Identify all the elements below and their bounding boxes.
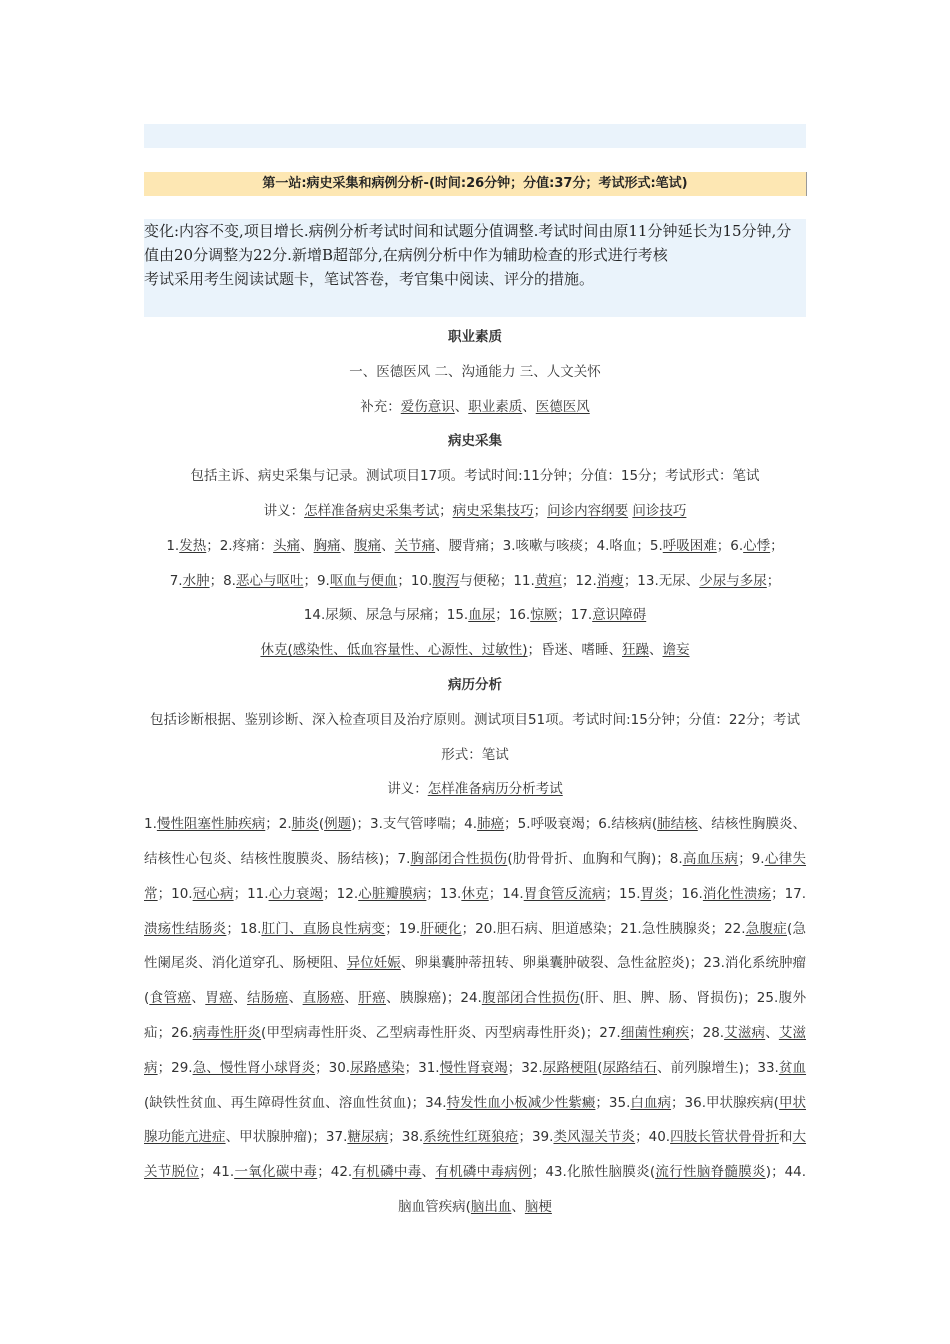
- text-run: ；6.: [716, 537, 744, 554]
- link-emaciation[interactable]: 消瘦: [596, 572, 624, 589]
- text-run: 、: [511, 1198, 525, 1215]
- symptom-list: [144, 529, 806, 668]
- text-run: 和: [778, 1129, 793, 1146]
- link-chest-injury[interactable]: 胸部闭合性损伤: [410, 850, 508, 867]
- link-valvular[interactable]: 心脏瓣膜病: [358, 885, 427, 902]
- link-liver-cancer[interactable]: 肝癌: [358, 990, 386, 1007]
- link-gastric-cancer[interactable]: 胃癌: [205, 990, 234, 1007]
- link-colon-cancer[interactable]: 结肠癌: [246, 990, 289, 1007]
- history-desc: 包括主诉、病史采集与记录。测试项目17项。考试时间:11分钟；分值：15分；考试形式：笔试: [190, 468, 760, 485]
- link-acute-abdomen[interactable]: 急腹症: [745, 920, 787, 937]
- text-run: (缺铁性贫血、再生障碍性贫血、溶血性贫血)；34.: [144, 1094, 447, 1111]
- text-run: ；15.: [605, 885, 641, 902]
- link-joint-pain[interactable]: 关节痛: [394, 537, 436, 554]
- text-run: 、: [344, 990, 359, 1007]
- link-cerebral-infarction[interactable]: 脑梗: [524, 1198, 552, 1215]
- link-ra[interactable]: 类风湿关节炎: [553, 1129, 636, 1146]
- text-run: 、: [340, 537, 355, 554]
- link-abdominal-injury[interactable]: 腹部闭合性损伤: [481, 990, 580, 1007]
- text-run: (急性阑尾炎、消化道穿孔、肠梗阻、: [144, 920, 807, 972]
- text-run: 、: [421, 1164, 436, 1181]
- text-run: ；2.: [265, 816, 292, 833]
- text-run: 、: [300, 537, 314, 554]
- link-op-poisoning-case[interactable]: 有机磷中毒病例: [435, 1164, 532, 1181]
- link-op-poisoning[interactable]: 有机磷中毒: [352, 1164, 422, 1181]
- link-palpitation[interactable]: 心悸: [743, 537, 771, 554]
- history-lecture-line: 讲义：怎样准备病史采集考试；病史采集技巧；问诊内容纲要 问诊技巧: [263, 502, 687, 519]
- text-run: ；16.: [667, 885, 703, 902]
- link-copd[interactable]: 慢性阻塞性肺疾病: [156, 816, 266, 833]
- text-run: ；42.: [317, 1164, 353, 1181]
- section-title-history: 病史采集: [448, 433, 502, 450]
- link-medical-ethics[interactable]: 医德医风: [535, 398, 590, 415]
- text-run: ；12.: [561, 572, 597, 589]
- link-shock[interactable]: 休克: [461, 885, 489, 902]
- text-run: )；3.支气管哮喘；4.: [351, 816, 478, 833]
- text-run: ；: [766, 572, 781, 589]
- section-title-case-analysis: 病历分析: [448, 676, 502, 693]
- text-run: ；19.: [385, 920, 421, 937]
- text-run: (: [597, 1059, 603, 1076]
- link-cirrhosis[interactable]: 肝硬化: [420, 920, 462, 937]
- text-run: 14.尿频、尿急与尿痛；15.: [303, 607, 469, 624]
- text-run: )；44.脑血管疾病(: [398, 1164, 807, 1215]
- link-hyperthyroidism[interactable]: 甲状腺功能亢进症: [144, 1094, 807, 1146]
- text-run: ；31.: [404, 1059, 440, 1076]
- text-run: (肝、胆、脾、肠、肾损伤)；25.腹外疝；26.: [144, 990, 807, 1041]
- text-run: ；: [770, 537, 784, 554]
- text-run: ；昏迷、嗜睡、: [527, 642, 623, 659]
- link-pneumonia[interactable]: 肺炎: [291, 816, 319, 833]
- section-title-professional: 职业素质: [448, 329, 502, 345]
- text-run: ；17.: [557, 607, 593, 624]
- link-pulmonary-tb[interactable]: 肺结核: [657, 816, 698, 833]
- text-run: 、结核性胸膜炎、结核性心包炎、结核性腹膜炎、肠结核)；7.: [144, 816, 807, 867]
- link-prepare-case[interactable]: 怎样准备病历分析考试: [427, 781, 563, 798]
- link-arrhythmia[interactable]: 心律失常: [144, 850, 807, 902]
- link-cerebral-hemorrhage[interactable]: 脑出血: [470, 1198, 512, 1215]
- link-diabetes[interactable]: 糖尿病: [347, 1129, 389, 1146]
- link-uti[interactable]: 尿路感染: [350, 1059, 405, 1076]
- link-viral-hepatitis[interactable]: 病毒性肝炎: [192, 1024, 262, 1041]
- text-run: ；14.: [488, 885, 524, 902]
- link-long-bone-fracture[interactable]: 四肢长管状骨骨折: [670, 1129, 779, 1146]
- text-run: ；41.: [199, 1164, 235, 1181]
- text-run: 1.: [166, 537, 180, 554]
- text-run: 、前列腺增生)；33.: [657, 1059, 779, 1076]
- text-run: 、: [765, 1024, 779, 1041]
- link-joint-dislocation[interactable]: 大关节脱位: [144, 1129, 807, 1181]
- text-run: (: [318, 816, 325, 833]
- case-lecture-line: [144, 772, 806, 807]
- change-notice: [144, 219, 806, 317]
- disease-list: [144, 807, 806, 1225]
- link-headache[interactable]: 头痛: [273, 537, 301, 554]
- link-co-poisoning[interactable]: 一氧化碳中毒: [234, 1164, 318, 1181]
- text-run: ；18.: [226, 920, 262, 937]
- link-jaundice[interactable]: 黄疸: [534, 572, 562, 589]
- link-professional-quality[interactable]: 职业素质: [468, 398, 523, 415]
- link-peptic-ulcer[interactable]: 消化性溃疡: [702, 885, 772, 902]
- text-run: ；39.: [518, 1129, 554, 1146]
- link-hematuria[interactable]: 血尿: [468, 607, 496, 624]
- text-run: ；35.: [595, 1094, 631, 1111]
- text-run: ；29.: [157, 1059, 193, 1076]
- text-run: 7.: [169, 572, 183, 589]
- text-run: 、腰背痛；3.咳嗽与咳痰；4.咯血；5.: [435, 537, 663, 554]
- professional-items: 一、医德医风 二、沟通能力 三、人文关怀: [349, 363, 601, 380]
- text-run: ；20.胆石病、胆道感染；21.急性胰腺炎；22.: [461, 920, 746, 937]
- link-care-awareness[interactable]: 爱伤意识: [400, 398, 455, 415]
- link-oliguria[interactable]: 少尿与多尿: [699, 572, 767, 589]
- link-esophageal-cancer[interactable]: 食管癌: [149, 990, 192, 1007]
- link-rectal-cancer[interactable]: 直肠癌: [302, 990, 345, 1007]
- link-prepare-history[interactable]: 怎样准备病史采集考试: [304, 502, 440, 519]
- text-run: ；9.: [738, 850, 765, 867]
- text-run: 、: [381, 537, 395, 554]
- link-sle[interactable]: 系统性红斑狼疮: [423, 1129, 519, 1146]
- text-run: ；12.: [323, 885, 359, 902]
- text-run: 、卵巢囊肿蒂扭转、卵巢囊肿破裂、急性盆腔炎)；23.消化系统肿瘤(: [144, 955, 807, 1007]
- link-history-skills[interactable]: 病史采集技巧: [452, 502, 534, 519]
- link-delirium[interactable]: 谵妄: [662, 642, 690, 659]
- text-run: ；40.: [635, 1129, 671, 1146]
- text-run: 、: [288, 990, 303, 1007]
- text-run: 1.: [144, 816, 157, 833]
- link-fever[interactable]: 发热: [179, 537, 207, 554]
- change-text: 变化:内容不变,项目增长.病例分析考试时间和试题分值调整.考试时间由原11分钟延长为15分钟,分值由20分调整为22分.新增B超部分,在病例分析中作为辅助检查的形式进行考核: [144, 222, 792, 264]
- text-run: (肋骨骨折、血胸和气胸)；8.: [507, 850, 683, 867]
- station-title: 第一站:病史采集和病例分析-(时间:26分钟；分值:37分；考试形式:笔试): [144, 172, 807, 196]
- link-hypertension[interactable]: 高血压病: [682, 850, 739, 867]
- link-aids[interactable]: 艾滋病: [724, 1024, 766, 1041]
- link-epidemic-meningitis[interactable]: 流行性脑脊髓膜炎: [655, 1164, 766, 1181]
- link-convulsion[interactable]: 惊厥: [530, 607, 558, 624]
- text-run: ；2.疼痛：: [206, 537, 274, 554]
- link-itp[interactable]: 特发性血小板减少性紫癜: [446, 1094, 596, 1111]
- text-run: ；5.呼吸衰竭；6.结核病(: [504, 816, 658, 833]
- link-ectopic[interactable]: 异位妊娠: [346, 955, 401, 972]
- link-nausea-vomiting[interactable]: 恶心与呕吐: [235, 572, 304, 589]
- text-run: ；8.: [209, 572, 236, 589]
- text-run: (甲型病毒性肝炎、乙型病毒性肝炎、丙型病毒性肝炎)；27.: [261, 1024, 621, 1041]
- text-run: 、胰腺癌)；24.: [386, 990, 482, 1007]
- link-mania[interactable]: 狂躁: [622, 642, 650, 659]
- link-chd[interactable]: 冠心病: [192, 885, 234, 902]
- link-consciousness[interactable]: 意识障碍: [592, 607, 647, 624]
- lecture-label: 讲义：: [387, 781, 428, 798]
- link-aids-2[interactable]: 艾滋病: [144, 1024, 807, 1076]
- text-run: ；16.: [495, 607, 531, 624]
- link-shock[interactable]: 休克(感染性、低血容量性、心源性、过敏性): [260, 642, 528, 659]
- link-anemia[interactable]: 贫血: [778, 1059, 807, 1076]
- text-run: ；17.: [771, 885, 807, 902]
- text-run: ；36.甲状腺疾病(: [671, 1094, 779, 1111]
- link-urolithiasis[interactable]: 尿路结石: [602, 1059, 657, 1076]
- text-run: ；11.: [233, 885, 269, 902]
- text-run: ；28.: [689, 1024, 725, 1041]
- link-lung-cancer[interactable]: 肺癌: [477, 816, 505, 833]
- text-run: ；30.: [315, 1059, 351, 1076]
- exam-method-text: 考试采用考生阅读试题卡，笔试答卷，考官集中阅读、评分的措施。: [144, 270, 595, 288]
- link-urinary-obstruction[interactable]: 尿路梗阻: [542, 1059, 598, 1076]
- link-hematemesis[interactable]: 呕血与便血: [329, 572, 398, 589]
- case-desc: 包括诊断根据、鉴别诊断、深入检查项目及治疗原则。测试项目51项。考试时间:15分钟；分值：22分；考试形式：笔试: [149, 711, 801, 763]
- text-run: ；13.: [426, 885, 462, 902]
- text-run: 与便秘；11.: [459, 572, 535, 589]
- link-anorectal[interactable]: 肛门、直肠良性病变: [261, 920, 386, 937]
- link-example[interactable]: 例题: [324, 816, 352, 833]
- text-run: ；32.: [507, 1059, 543, 1076]
- link-edema[interactable]: 水肿: [182, 572, 210, 589]
- supplement-line: 补充：爱伤意识、职业素质、医德医风: [360, 398, 590, 415]
- lecture-label: 讲义：: [263, 502, 305, 519]
- link-gastritis[interactable]: 胃炎: [640, 885, 668, 902]
- text-run: ；13.无尿、: [623, 572, 700, 589]
- link-dyspnea[interactable]: 呼吸困难: [662, 537, 717, 554]
- link-ckd[interactable]: 慢性肾衰竭: [439, 1059, 508, 1076]
- link-chest-pain[interactable]: 胸痛: [313, 537, 341, 554]
- text-run: 、: [191, 990, 206, 1007]
- text-run: ；43.化脓性脑膜炎(: [531, 1164, 656, 1181]
- link-glomerulonephritis[interactable]: 急、慢性肾小球肾炎: [192, 1059, 316, 1076]
- link-dysentery[interactable]: 细菌性痢疾: [620, 1024, 690, 1041]
- supplement-label: 补充：: [360, 398, 401, 415]
- link-abdominal-pain[interactable]: 腹痛: [354, 537, 382, 554]
- text-run: ；10.: [157, 885, 193, 902]
- link-uc[interactable]: 溃疡性结肠炎: [144, 920, 227, 937]
- link-inquiry-outline[interactable]: 问诊内容纲要: [547, 502, 629, 519]
- link-inquiry-skills[interactable]: 问诊技巧: [632, 502, 687, 519]
- main-content: [144, 320, 806, 1225]
- text-run: 、: [649, 642, 663, 659]
- text-run: ；10.: [397, 572, 433, 589]
- top-blank-bar: [144, 124, 806, 148]
- link-heart-failure[interactable]: 心力衰竭: [268, 885, 324, 902]
- link-gerd[interactable]: 胃食管反流病: [523, 885, 606, 902]
- link-diarrhea[interactable]: 腹泻: [432, 572, 460, 589]
- text-run: ；9.: [303, 572, 330, 589]
- text-run: 、甲状腺肿瘤)；37.: [225, 1129, 348, 1146]
- text-run: ；38.: [388, 1129, 424, 1146]
- text-run: 、: [233, 990, 247, 1007]
- link-leukemia[interactable]: 白血病: [630, 1094, 672, 1111]
